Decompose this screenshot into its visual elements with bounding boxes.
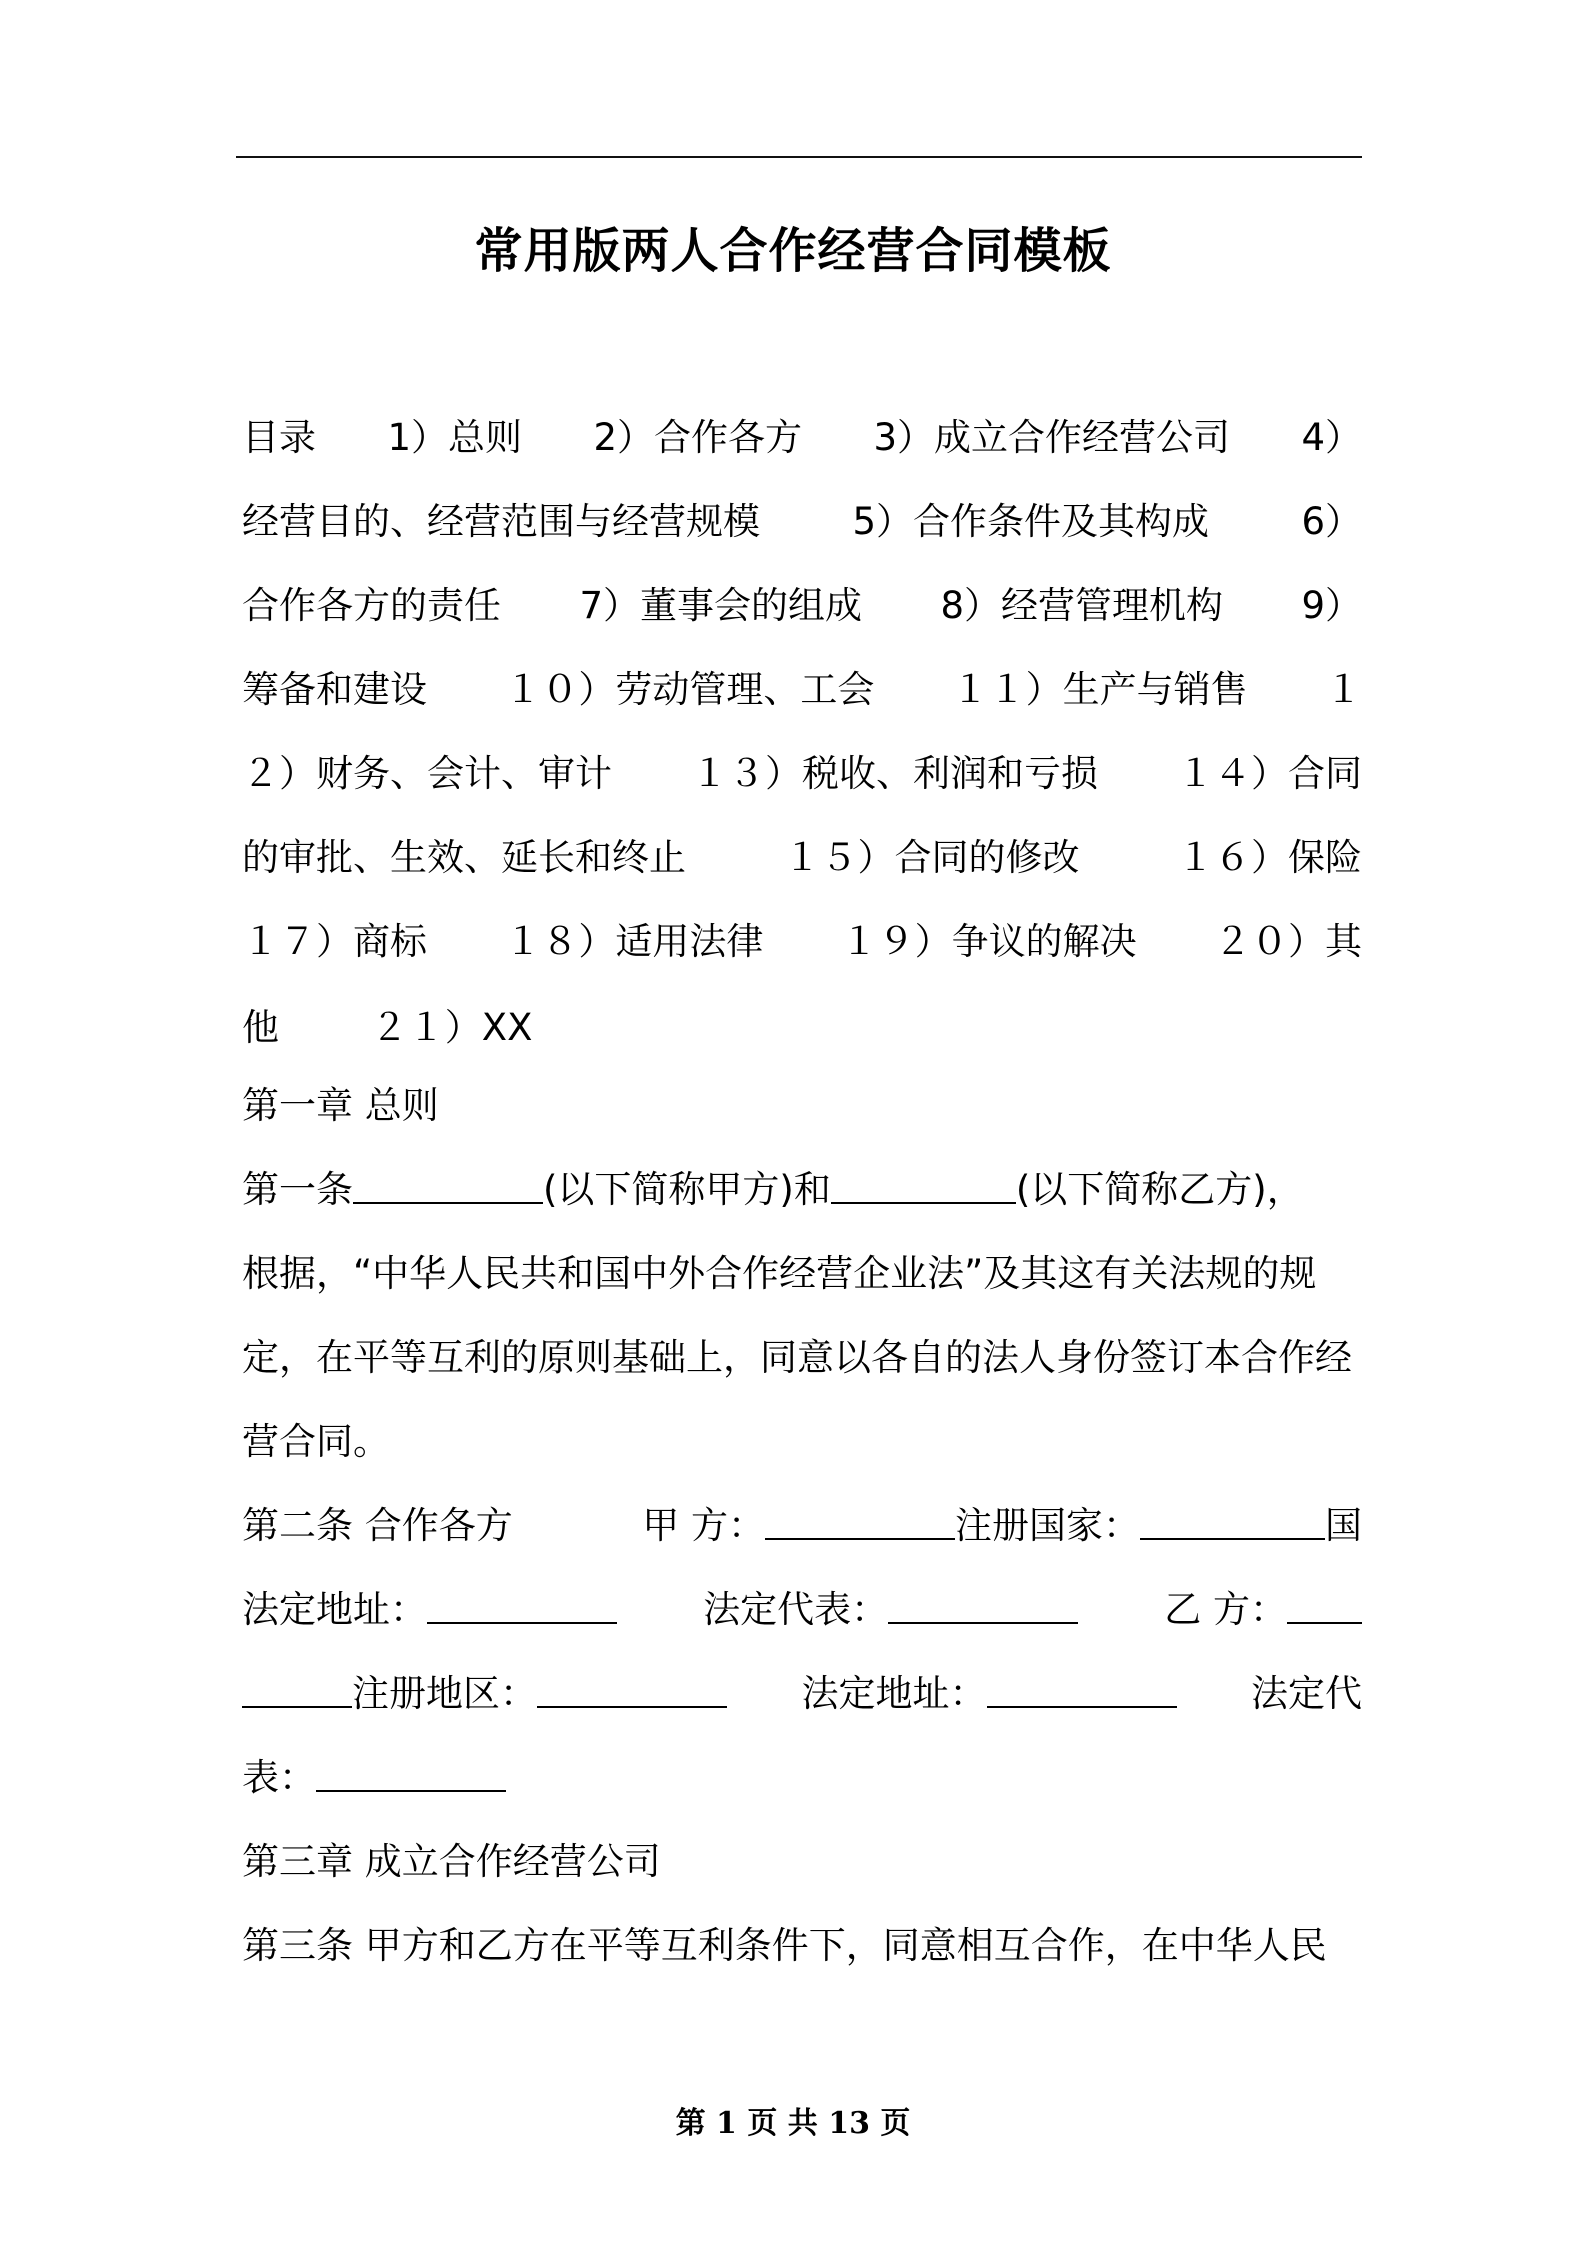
article-2-line-4 (242, 1748, 1362, 1808)
toc-text: 1）总则 (387, 416, 522, 459)
page-footer: 第 1 页 共 13 页 (675, 2106, 911, 2141)
fill-in-blank[interactable] (427, 1621, 617, 1624)
toc-line-8 (242, 998, 1362, 1058)
article-label: 第一条 (242, 1168, 353, 1211)
toc-line-1 (242, 408, 1362, 468)
fill-in-blank[interactable] (831, 1201, 1016, 1204)
legal-rep-label-end: 表： (242, 1756, 316, 1799)
toc-text: １４）合同 (1177, 752, 1362, 795)
party-a-label: 甲 方： (642, 1504, 765, 1547)
toc-text: 目录 (242, 416, 316, 459)
registered-region-label: 注册地区： (352, 1672, 537, 1715)
fill-in-blank[interactable] (765, 1537, 955, 1540)
toc-text: １６）保险 (1177, 836, 1362, 879)
toc-text: １９）争议的解决 (840, 920, 1137, 963)
legal-rep-label-start: 法定代 (1251, 1672, 1362, 1715)
toc-text: 9） (1301, 584, 1362, 627)
toc-text: １３）税收、利润和亏损 (691, 752, 1098, 795)
fill-in-blank[interactable] (353, 1201, 543, 1204)
legal-address-group (802, 1664, 1177, 1724)
fill-in-blank[interactable] (242, 1705, 352, 1708)
toc-text: １１）生产与销售 (951, 668, 1248, 711)
fill-in-blank[interactable] (1140, 1537, 1325, 1540)
toc-line-6 (242, 828, 1362, 888)
toc-line-7 (242, 912, 1362, 972)
toc-text: ２０）其 (1213, 920, 1362, 963)
toc-line-4 (242, 660, 1362, 720)
fill-in-blank[interactable] (316, 1789, 506, 1792)
toc-text: １７）商标 (242, 920, 427, 963)
article-text (242, 1160, 1304, 1220)
article-text-part: 国 (1325, 1504, 1362, 1547)
fill-in-blank[interactable] (888, 1621, 1078, 1624)
toc-text: １５）合同的修改 (783, 836, 1080, 879)
party-b-label: 乙 方： (1164, 1588, 1287, 1631)
document-title: 常用版两人合作经营合同模板 (474, 223, 1112, 279)
toc-text: 筹备和建设 (242, 668, 427, 711)
toc-text: ２１）XX (370, 1006, 533, 1049)
article-1-line-1 (242, 1160, 1362, 1220)
fill-in-blank[interactable] (987, 1705, 1177, 1708)
legal-address-label: 法定地址： (242, 1588, 427, 1631)
toc-text: 4） (1301, 416, 1362, 459)
chapter-heading: 第三章 成立合作经营公司 (242, 1840, 661, 1883)
article-2-line-1 (242, 1496, 1362, 1556)
toc-line-5 (242, 744, 1362, 804)
toc-text: 他 (242, 1006, 279, 1049)
toc-text: 合作各方的责任 (242, 584, 501, 627)
toc-text: １８）适用法律 (504, 920, 764, 963)
toc-text: １０）劳动管理、工会 (504, 668, 875, 711)
party-a-group (642, 1496, 1362, 1556)
article-text-part: (以下简称乙方)， (1015, 1168, 1304, 1211)
header-rule (236, 156, 1362, 158)
legal-representative-label: 法定代表： (703, 1588, 889, 1631)
fill-in-blank[interactable] (537, 1705, 727, 1708)
toc-text: 2）合作各方 (593, 416, 802, 459)
toc-text: 5）合作条件及其构成 (852, 500, 1209, 543)
legal-address-label: 法定地址： (801, 1672, 987, 1715)
registered-region-group (242, 1664, 727, 1724)
toc-text: 的审批、生效、延长和终止 (242, 836, 686, 879)
article-1-line-4: 营合同。 (242, 1420, 390, 1463)
fill-in-blank[interactable] (1287, 1621, 1362, 1624)
toc-text: 3）成立合作经营公司 (873, 416, 1230, 459)
toc-text: ２）财务、会计、审计 (242, 752, 612, 795)
legal-address-group (242, 1580, 617, 1640)
article-1-line-3: 定，在平等互利的原则基础上，同意以各自的法人身份签订本合作经 (242, 1336, 1352, 1379)
article-label: 第二条 合作各方 (242, 1504, 513, 1547)
toc-text: 8）经营管理机构 (940, 584, 1223, 627)
article-3-line-1: 第三条 甲方和乙方在平等互利条件下，同意相互合作，在中华人民 (242, 1924, 1327, 1967)
toc-line-3 (242, 576, 1362, 636)
article-text-part: (以下简称甲方)和 (543, 1168, 831, 1211)
legal-rep-group (703, 1580, 1078, 1640)
article-1-line-2: 根据，“中华人民共和国中外合作经营企业法”及其这有关法规的规 (242, 1252, 1317, 1295)
registered-country-label: 注册国家： (955, 1504, 1140, 1547)
article-2-line-3 (242, 1664, 1362, 1724)
toc-text: 7）董事会的组成 (579, 584, 862, 627)
toc-text: 6） (1301, 500, 1362, 543)
toc-text: 经营目的、经营范围与经营规模 (242, 500, 760, 543)
party-b-group (1164, 1580, 1362, 1640)
toc-line-2 (242, 492, 1362, 552)
toc-text: １ (1324, 668, 1362, 711)
article-2-line-2 (242, 1580, 1362, 1640)
chapter-heading: 第一章 总则 (242, 1084, 439, 1127)
